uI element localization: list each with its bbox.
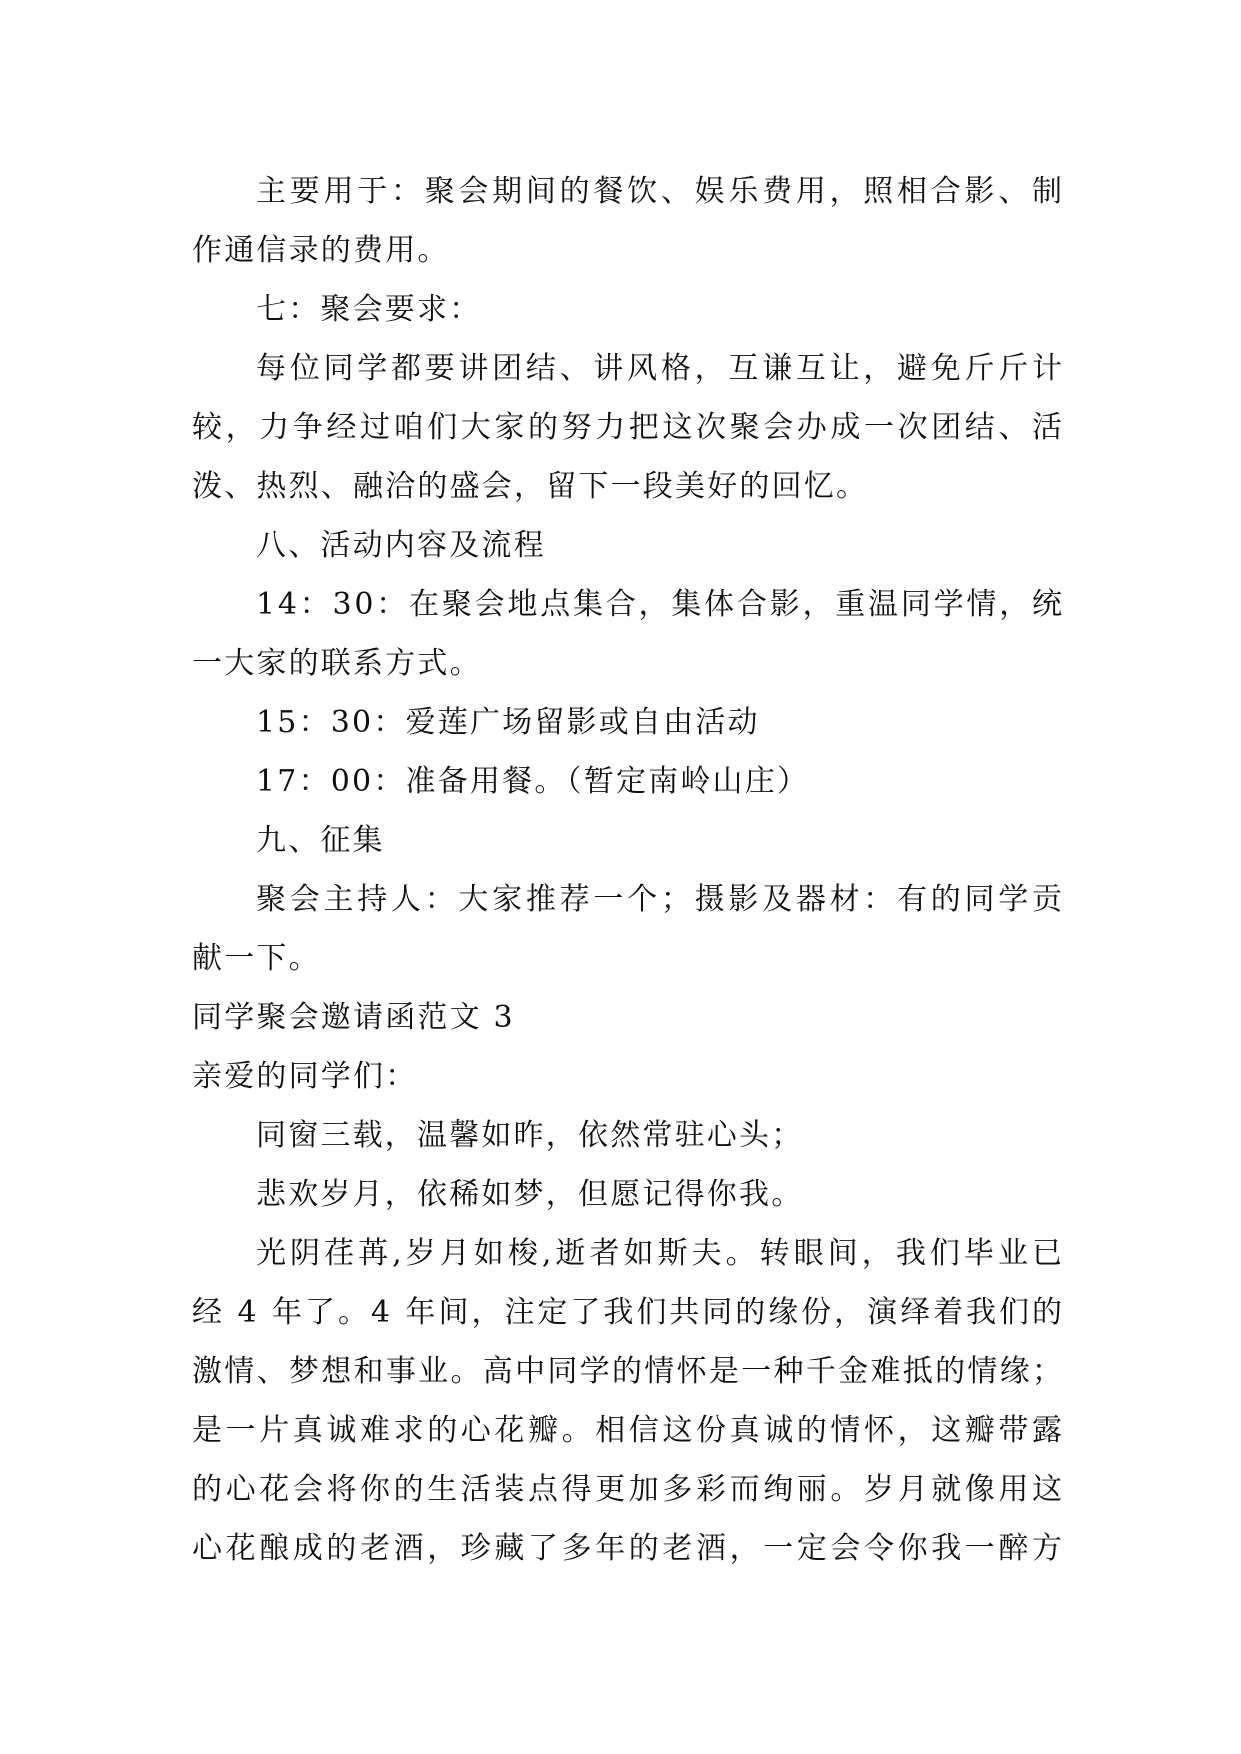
text-line: 泼、热烈、融洽的盛会，留下一段美好的回忆。 xyxy=(192,469,869,504)
text-line: 经 4 年了。4 年间，注定了我们共同的缘份，演绎着我们的 xyxy=(192,1295,1065,1330)
text-line: 七：聚会要求： xyxy=(256,292,482,327)
text-line: 是一片真诚难求的心花瓣。相信这份真诚的情怀，这瓣带露 xyxy=(192,1413,1066,1448)
text-line: 激情、梦想和事业。高中同学的情怀是一种千金难抵的情缘； xyxy=(192,1354,1065,1389)
text-line: 14：30：在聚会地点集合，集体合影，重温同学情，统 xyxy=(256,587,1065,622)
text-line: 悲欢岁月，依稀如梦，但愿记得你我。 xyxy=(256,1177,804,1212)
text-line: 每位同学都要讲团结、讲风格，互谦互让，避免斤斤计 xyxy=(256,351,1066,386)
text-line: 同窗三载，温馨如昨，依然常驻心头； xyxy=(256,1118,804,1153)
text-line: 聚会主持人：大家推荐一个；摄影及器材：有的同学贡 xyxy=(256,882,1066,917)
text-line: 一大家的联系方式。 xyxy=(192,646,482,681)
text-line: 的心花会将你的生活装点得更加多彩而绚丽。岁月就像用这 xyxy=(192,1472,1066,1507)
text-line: 心花酿成的老酒，珍藏了多年的老酒，一定会令你我一醉方 xyxy=(192,1531,1066,1566)
text-line: 主要用于：聚会期间的餐饮、娱乐费用，照相合影、制 xyxy=(256,174,1066,209)
text-line: 较，力争经过咱们大家的努力把这次聚会办成一次团结、活 xyxy=(192,410,1066,445)
text-line: 九、征集 xyxy=(256,823,385,858)
text-line: 作通信录的费用。 xyxy=(192,233,450,268)
text-line: 献一下。 xyxy=(192,941,321,976)
text-line: 光阴荏苒,岁月如梭,逝者如斯夫。转眼间，我们毕业已 xyxy=(256,1236,1067,1271)
text-line: 17：00：准备用餐。（暂定南岭山庄） xyxy=(256,764,810,799)
document-body xyxy=(192,162,1067,1578)
text-line: 15：30：爱莲广场留影或自由活动 xyxy=(256,705,760,740)
text-line: 八、活动内容及流程 xyxy=(256,528,546,563)
text-line: 亲爱的同学们： xyxy=(192,1059,418,1094)
text-line: 同学聚会邀请函范文 3 xyxy=(192,1000,515,1035)
